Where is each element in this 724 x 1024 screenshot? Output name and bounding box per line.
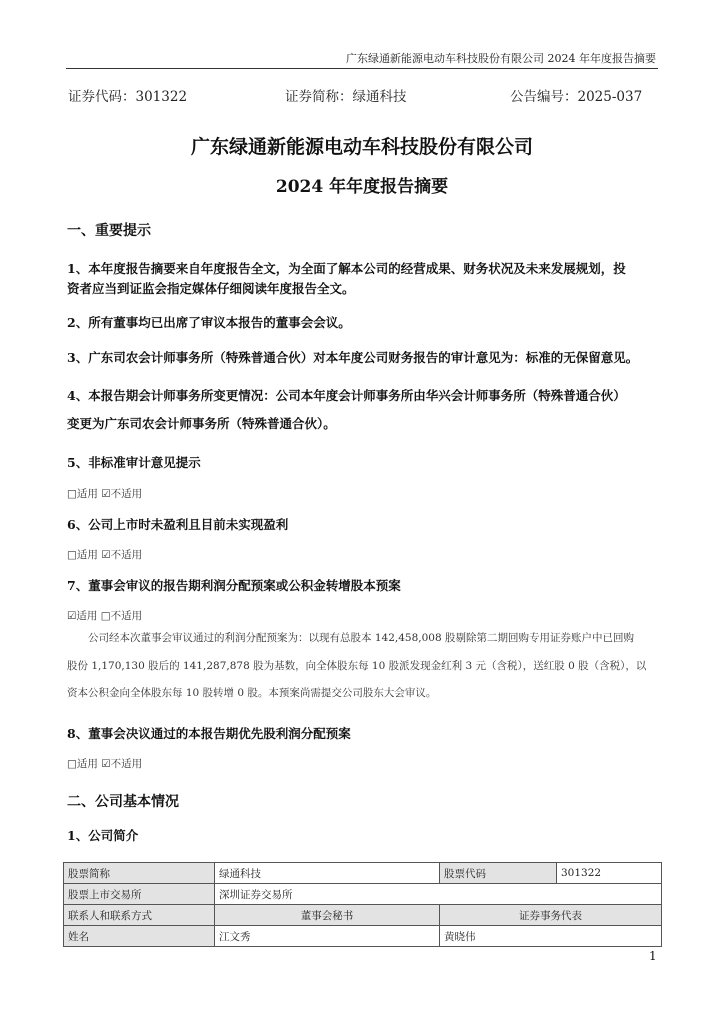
- note-4-line-2: 变更为广东司农会计师事务所（特殊普通合伙）。: [67, 416, 336, 431]
- note-4-line-1: 4、本报告期会计师事务所变更情况：公司本年度会计师事务所由华兴会计师事务所（特殊普通合伙）: [67, 388, 626, 403]
- note-7-checkbox: ☑适用 □不适用: [67, 610, 143, 622]
- table-cell-stock-abbr-label: 股票简称: [64, 863, 215, 884]
- table-cell-exchange-value: 深圳证券交易所: [215, 884, 662, 905]
- table-row: [64, 884, 662, 905]
- note-5-heading: 5、非标准审计意见提示: [67, 455, 201, 470]
- table-cell-contact-label: 联系人和联系方式: [64, 905, 215, 926]
- dividend-plan-line-1: 公司经本次董事会审议通过的利润分配预案为：以现有总股本 142,458,008 股剔除第二期回购专用证券账户中已回购: [88, 632, 634, 644]
- note-7-heading: 7、董事会审议的报告期利润分配预案或公积金转增股本预案: [67, 578, 401, 593]
- page-number: 1: [649, 949, 657, 963]
- note-1-line-1: 1、本年度报告摘要来自年度报告全文，为全面了解本公司的经营成果、财务状况及未来发展规划，投: [67, 261, 626, 276]
- table-cell-exchange-label: 股票上市交易所: [64, 884, 215, 905]
- table-cell-stock-code-value: 301322: [557, 863, 662, 884]
- stock-abbreviation: 证券简称：绿通科技: [285, 89, 407, 105]
- note-3: 3、广东司农会计师事务所（特殊普通合伙）对本年度公司财务报告的审计意见为：标准的无保留意见。: [67, 350, 639, 365]
- company-info-table: [63, 862, 662, 947]
- table-cell-stock-code-label: 股票代码: [440, 863, 557, 884]
- note-5-checkbox: □适用 ☑不适用: [67, 488, 143, 500]
- report-title: 2024 年年度报告摘要: [275, 177, 449, 197]
- stock-code: 证券代码：301322: [68, 89, 188, 105]
- note-2: 2、所有董事均已出席了审议本报告的董事会会议。: [67, 315, 351, 330]
- table-cell-name-label: 姓名: [64, 926, 215, 947]
- dividend-plan-line-2: 股份 1,170,130 股后的 141,287,878 股为基数，向全体股东每 10 股派发现金红利 3 元（含税），送红股 0 股（含税），以: [67, 660, 647, 672]
- company-profile-heading: 1、公司简介: [67, 828, 139, 843]
- table-row: [64, 926, 662, 947]
- note-8-heading: 8、董事会决议通过的本报告期优先股利润分配预案: [67, 726, 351, 741]
- table-cell-securities-rep-name: 黄晓伟: [440, 926, 662, 947]
- note-8-checkbox: □适用 ☑不适用: [67, 758, 143, 770]
- table-cell-stock-abbr-value: 绿通科技: [215, 863, 440, 884]
- dividend-plan-line-3: 资本公积金向全体股东每 10 股转增 0 股。本预案尚需提交公司股东大会审议。: [67, 687, 437, 699]
- announcement-number: 公告编号：2025-037: [510, 89, 643, 105]
- table-row: [64, 905, 662, 926]
- section-heading-important-notes: 一、重要提示: [67, 223, 151, 239]
- running-header: 广东绿通新能源电动车科技股份有限公司 2024 年年度报告摘要: [346, 52, 656, 65]
- table-row: [64, 863, 662, 884]
- section-heading-company-info: 二、公司基本情况: [67, 794, 179, 810]
- company-title: 广东绿通新能源电动车科技股份有限公司: [190, 136, 533, 158]
- header-rule: [66, 68, 658, 69]
- table-cell-securities-rep-header: 证券事务代表: [440, 905, 662, 926]
- note-6-checkbox: □适用 ☑不适用: [67, 549, 143, 561]
- table-cell-board-secretary-name: 江文秀: [215, 926, 440, 947]
- note-6-heading: 6、公司上市时未盈利且目前未实现盈利: [67, 517, 289, 532]
- note-1-line-2: 资者应当到证监会指定媒体仔细阅读年度报告全文。: [67, 281, 355, 296]
- table-cell-board-secretary-header: 董事会秘书: [215, 905, 440, 926]
